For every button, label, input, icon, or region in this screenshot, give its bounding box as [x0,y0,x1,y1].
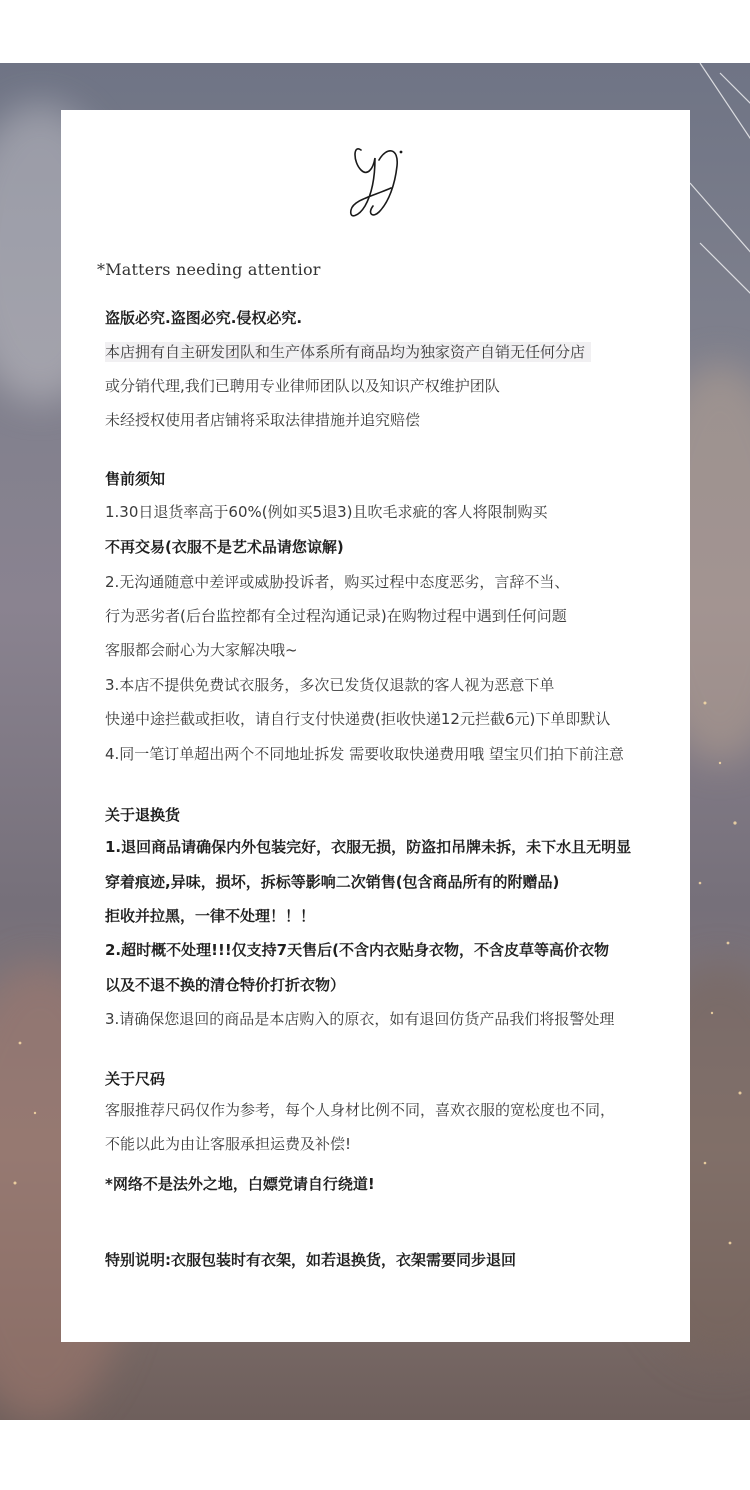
presale-line: 4.同一笔订单超出两个不同地址拆发 需要收取快递费用哦 望宝贝们拍下前注意 [105,745,624,763]
sizing-line: *网络不是法外之地，白嫖党请自行绕道! [105,1175,375,1193]
sizing-line: 客服推荐尺码仅作为参考，每个人身材比例不同，喜欢衣服的宽松度也不同， [105,1101,616,1119]
presale-line: 快递中途拦截或拒收，请自行支付快递费(拒收快递12元拦截6元)下单即默认 [105,710,611,728]
returns-line: 2.超时概不处理!!!仅支持7天售后(不含内衣贴身衣物，不含皮草等高价衣物 [105,941,609,959]
presale-line: 3.本店不提供免费试衣服务，多次已发货仅退款的客人视为恶意下单 [105,676,555,694]
presale-line: 2.无沟通随意中差评或威胁投诉者，购买过程中态度恶劣，言辞不当、 [105,573,570,591]
returns-line: 3.请确保您退回的商品是本店购入的原衣，如有退回仿货产品我们将报警处理 [105,1010,615,1028]
returns-line: 以及不退不换的清仓特价打折衣物） [105,976,346,994]
presale-line: 行为恶劣者(后台监控都有全过程沟通记录)在购物过程中遇到任何问题 [105,607,567,625]
presale-line: 1.30日退货率高于60%(例如买5退3)且吹毛求疵的客人将限制购买 [105,503,548,521]
sizing-line: 不能以此为由让客服承担运费及补偿! [105,1135,352,1153]
presale-line: 不再交易(衣服不是艺术品请您谅解) [105,538,344,556]
returns-line: 拒收并拉黑，一律不处理！！！ [105,907,316,925]
copyright-line: 盗版必究.盗图必究.侵权必究. [105,309,303,327]
copyright-line: 本店拥有自主研发团队和生产体系所有商品均为独家资产自销无任何分店 [105,342,591,362]
heading-matters: *Matters needing attentior [97,260,321,279]
presale-line: 客服都会耐心为大家解决哦~ [105,641,298,659]
notice-card [61,110,690,1342]
section-title-returns: 关于退换货 [105,806,181,824]
section-title-sizing: 关于尺码 [105,1070,166,1088]
returns-line: 1.退回商品请确保内外包装完好，衣服无损，防盗扣吊牌未拆，未下水且无明显 [105,838,632,856]
returns-line: 穿着痕迹,异味，损坏，拆标等影响二次销售(包含商品所有的附赠品) [105,873,560,891]
copyright-line: 未经授权使用者店铺将采取法律措施并追究赔偿 [105,411,421,429]
brand-logo [61,140,690,230]
special-note: 特别说明:衣服包装时有衣架，如若退换货，衣架需要同步退回 [105,1251,517,1269]
copyright-line: 或分销代理,我们已聘用专业律师团队以及知识产权维护团队 [105,377,500,395]
section-title-presale: 售前须知 [105,470,166,488]
